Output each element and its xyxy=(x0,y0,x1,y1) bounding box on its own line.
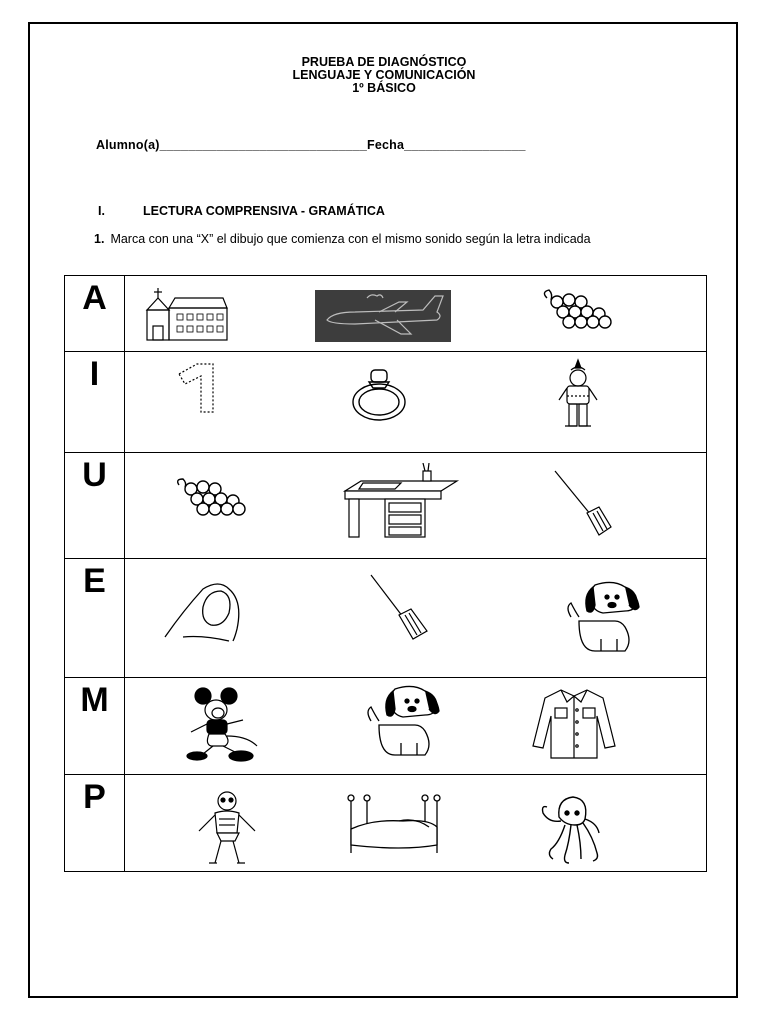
grapes-icon[interactable] xyxy=(539,288,619,332)
row-letter: I xyxy=(65,352,125,453)
instruction xyxy=(94,232,591,246)
mouse-character-icon[interactable] xyxy=(185,686,267,762)
table-row xyxy=(65,453,707,559)
exercise-table xyxy=(64,275,707,872)
table-row xyxy=(65,352,707,453)
row-letter: E xyxy=(65,559,125,678)
row-letter: U xyxy=(65,453,125,559)
row-letter: M xyxy=(65,678,125,775)
grapes-icon[interactable] xyxy=(175,477,251,517)
fingernail-icon[interactable] xyxy=(163,581,247,643)
broom-icon[interactable] xyxy=(553,469,613,537)
title-line-3: 1º BÁSICO xyxy=(352,81,416,95)
table-row xyxy=(65,276,707,352)
section-title: LECTURA COMPRENSIVA - GRAMÁTICA xyxy=(143,204,385,218)
student-name-date-line[interactable]: Alumno(a)_____________________________Fecha_________________ xyxy=(96,138,526,152)
shirt-icon[interactable] xyxy=(531,686,617,760)
picture-cell xyxy=(125,352,707,453)
section-number: I. xyxy=(98,204,105,218)
picture-cell xyxy=(125,276,707,352)
row-letter: A xyxy=(65,276,125,352)
table-row xyxy=(65,559,707,678)
picture-cell xyxy=(125,775,707,872)
instruction-text: Marca con una “X” el dibujo que comienza con el mismo sonido según la letra indicada xyxy=(110,232,591,246)
desk-icon[interactable] xyxy=(341,463,461,539)
bed-icon[interactable] xyxy=(343,793,443,859)
table-row xyxy=(65,678,707,775)
ring-icon[interactable] xyxy=(349,368,409,422)
row-letter: P xyxy=(65,775,125,872)
dog-icon[interactable] xyxy=(565,581,643,655)
picture-cell xyxy=(125,559,707,678)
church-icon[interactable] xyxy=(145,286,231,342)
number-one-icon[interactable] xyxy=(177,362,221,414)
skeleton-icon[interactable] xyxy=(191,791,263,867)
instruction-number: 1. xyxy=(94,232,105,246)
title-line-2: LENGUAJE Y COMUNICACIÓN xyxy=(292,68,476,82)
octopus-icon[interactable] xyxy=(539,793,603,865)
broom-icon[interactable] xyxy=(367,573,431,643)
picture-cell xyxy=(125,453,707,559)
table-row xyxy=(65,775,707,872)
native-child-icon[interactable] xyxy=(553,358,603,434)
title-line-1: PRUEBA DE DIAGNÓSTICO xyxy=(301,55,467,69)
picture-cell xyxy=(125,678,707,775)
airplane-icon[interactable] xyxy=(315,290,451,342)
dog-icon[interactable] xyxy=(365,684,443,760)
